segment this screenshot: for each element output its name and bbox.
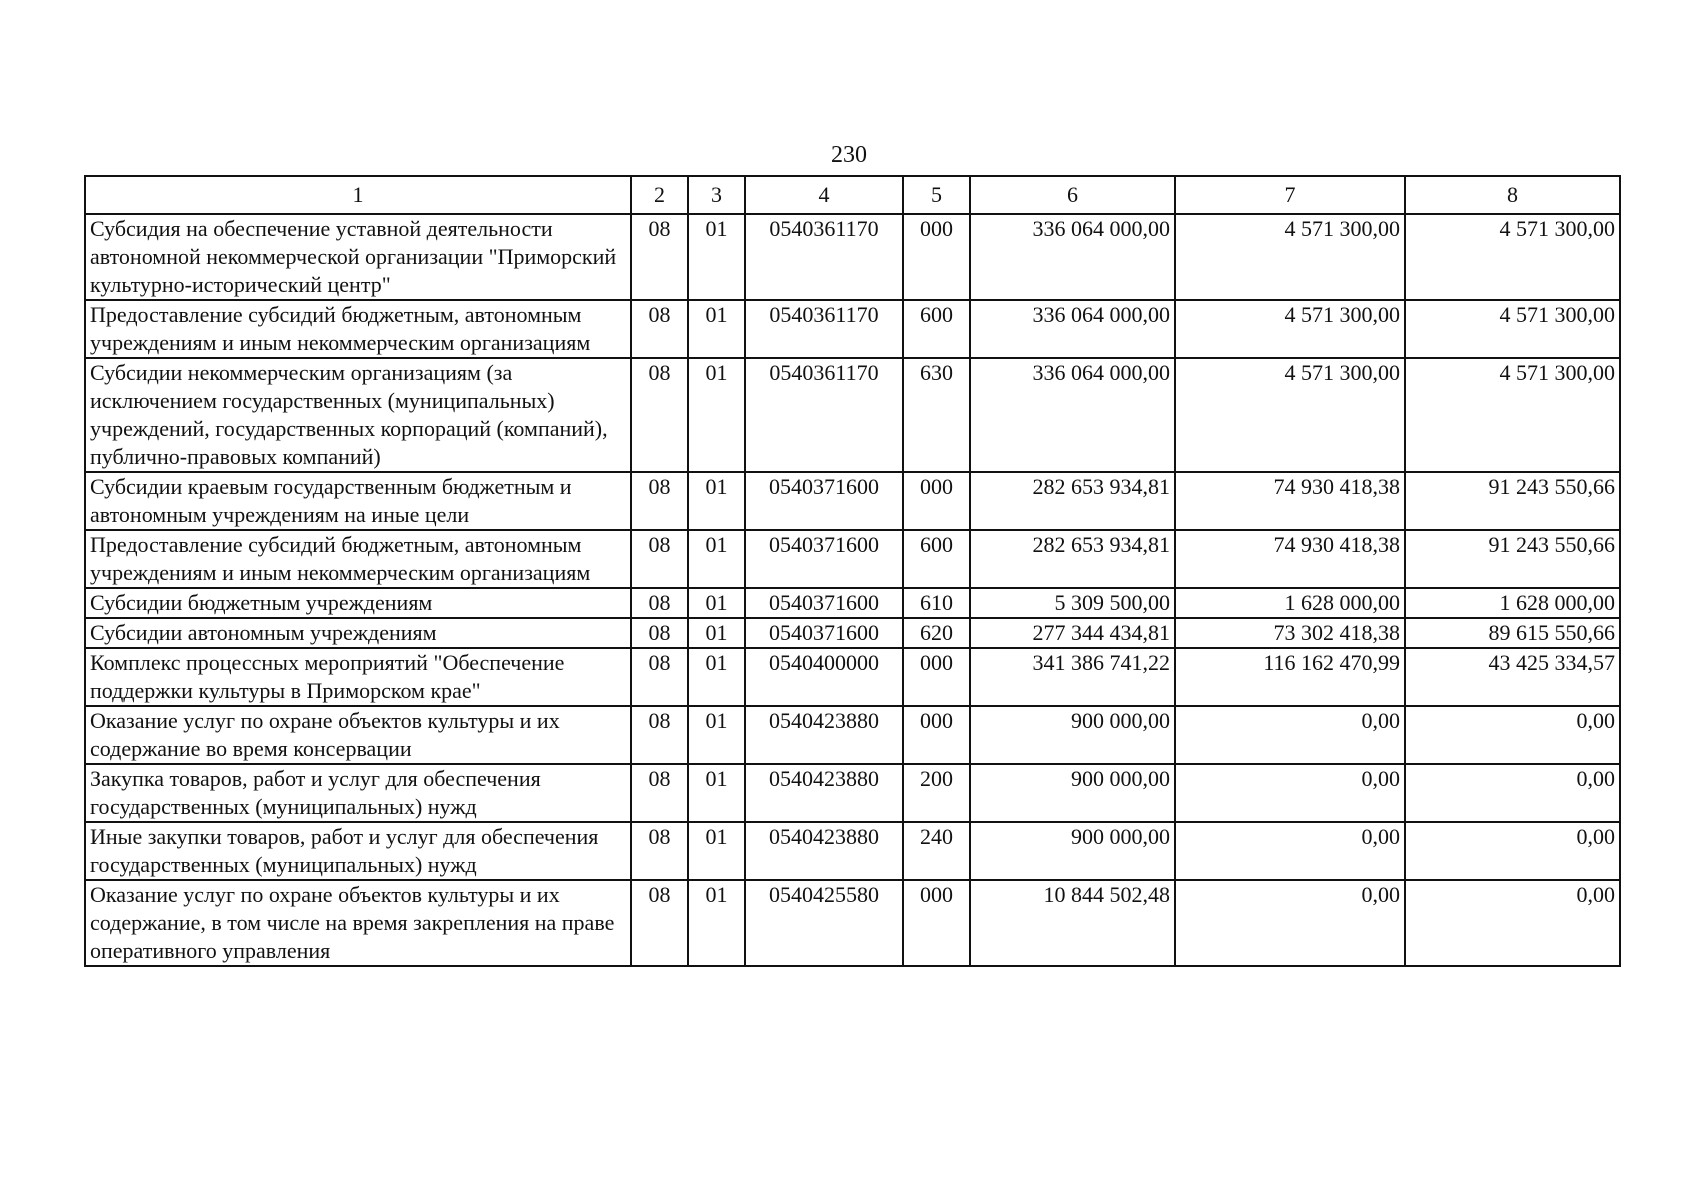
table-row <box>85 472 1620 530</box>
subsection-code: 01 <box>688 472 745 530</box>
expense-type-code: 620 <box>903 618 970 648</box>
row-name: Субсидии некоммерческим организациям (за исключением государственных (муниципальных) учреждений, государственных корпораций (компаний), публично-правовых компаний) <box>85 358 631 472</box>
amount-col-7: 4 571 300,00 <box>1175 214 1405 300</box>
target-article-code: 0540371600 <box>745 588 903 618</box>
row-name: Субсидия на обеспечение уставной деятельности автономной некоммерческой организации "Приморский культурно-исторический центр" <box>85 214 631 300</box>
target-article-code: 0540371600 <box>745 618 903 648</box>
row-name: Иные закупки товаров, работ и услуг для обеспечения государственных (муниципальных) нужд <box>85 822 631 880</box>
amount-col-6: 900 000,00 <box>970 822 1175 880</box>
section-code: 08 <box>631 530 688 588</box>
expense-type-code: 200 <box>903 764 970 822</box>
amount-col-8: 43 425 334,57 <box>1405 648 1620 706</box>
expense-type-code: 610 <box>903 588 970 618</box>
table-row <box>85 358 1620 472</box>
amount-col-8: 1 628 000,00 <box>1405 588 1620 618</box>
target-article-code: 0540361170 <box>745 300 903 358</box>
amount-col-7: 0,00 <box>1175 880 1405 966</box>
table-row <box>85 706 1620 764</box>
amount-col-7: 4 571 300,00 <box>1175 300 1405 358</box>
amount-col-6: 5 309 500,00 <box>970 588 1175 618</box>
amount-col-7: 0,00 <box>1175 822 1405 880</box>
section-code: 08 <box>631 822 688 880</box>
row-name: Предоставление субсидий бюджетным, автономным учреждениям и иным некоммерческим организациям <box>85 300 631 358</box>
target-article-code: 0540400000 <box>745 648 903 706</box>
amount-col-6: 277 344 434,81 <box>970 618 1175 648</box>
subsection-code: 01 <box>688 618 745 648</box>
subsection-code: 01 <box>688 300 745 358</box>
subsection-code: 01 <box>688 648 745 706</box>
amount-col-8: 0,00 <box>1405 822 1620 880</box>
amount-col-6: 900 000,00 <box>970 706 1175 764</box>
section-code: 08 <box>631 706 688 764</box>
expense-type-code: 000 <box>903 648 970 706</box>
section-code: 08 <box>631 618 688 648</box>
amount-col-6: 282 653 934,81 <box>970 472 1175 530</box>
row-name: Субсидии автономным учреждениям <box>85 618 631 648</box>
row-name: Закупка товаров, работ и услуг для обеспечения государственных (муниципальных) нужд <box>85 764 631 822</box>
section-code: 08 <box>631 880 688 966</box>
table-row <box>85 300 1620 358</box>
amount-col-6: 282 653 934,81 <box>970 530 1175 588</box>
page-number: 230 <box>831 142 867 168</box>
section-code: 08 <box>631 588 688 618</box>
amount-col-7: 4 571 300,00 <box>1175 358 1405 472</box>
amount-col-7: 0,00 <box>1175 764 1405 822</box>
table-row <box>85 648 1620 706</box>
subsection-code: 01 <box>688 764 745 822</box>
table-row <box>85 880 1620 966</box>
table-row <box>85 618 1620 648</box>
amount-col-8: 0,00 <box>1405 764 1620 822</box>
column-header: 6 <box>970 176 1175 214</box>
subsection-code: 01 <box>688 214 745 300</box>
table-row <box>85 822 1620 880</box>
table-header <box>85 176 1620 214</box>
row-name: Оказание услуг по охране объектов культуры и их содержание, в том числе на время закрепления на праве оперативного управления <box>85 880 631 966</box>
subsection-code: 01 <box>688 588 745 618</box>
section-code: 08 <box>631 764 688 822</box>
amount-col-7: 1 628 000,00 <box>1175 588 1405 618</box>
table-row <box>85 764 1620 822</box>
expense-type-code: 000 <box>903 880 970 966</box>
section-code: 08 <box>631 300 688 358</box>
expense-type-code: 000 <box>903 706 970 764</box>
column-header: 4 <box>745 176 903 214</box>
budget-table <box>84 175 1621 967</box>
section-code: 08 <box>631 358 688 472</box>
amount-col-8: 4 571 300,00 <box>1405 358 1620 472</box>
expense-type-code: 600 <box>903 530 970 588</box>
table-row <box>85 588 1620 618</box>
amount-col-7: 74 930 418,38 <box>1175 530 1405 588</box>
expense-type-code: 630 <box>903 358 970 472</box>
subsection-code: 01 <box>688 358 745 472</box>
target-article-code: 0540423880 <box>745 822 903 880</box>
amount-col-6: 336 064 000,00 <box>970 358 1175 472</box>
subsection-code: 01 <box>688 706 745 764</box>
amount-col-6: 341 386 741,22 <box>970 648 1175 706</box>
amount-col-6: 336 064 000,00 <box>970 214 1175 300</box>
column-header: 1 <box>85 176 631 214</box>
row-name: Предоставление субсидий бюджетным, автономным учреждениям и иным некоммерческим организациям <box>85 530 631 588</box>
target-article-code: 0540361170 <box>745 214 903 300</box>
expense-type-code: 600 <box>903 300 970 358</box>
section-code: 08 <box>631 214 688 300</box>
amount-col-7: 73 302 418,38 <box>1175 618 1405 648</box>
row-name: Комплекс процессных мероприятий "Обеспечение поддержки культуры в Приморском крае" <box>85 648 631 706</box>
amount-col-7: 0,00 <box>1175 706 1405 764</box>
row-name: Оказание услуг по охране объектов культуры и их содержание во время консервации <box>85 706 631 764</box>
table-row <box>85 214 1620 300</box>
table-body <box>85 214 1620 966</box>
amount-col-8: 0,00 <box>1405 880 1620 966</box>
target-article-code: 0540423880 <box>745 706 903 764</box>
amount-col-8: 91 243 550,66 <box>1405 530 1620 588</box>
section-code: 08 <box>631 648 688 706</box>
target-article-code: 0540425580 <box>745 880 903 966</box>
amount-col-6: 10 844 502,48 <box>970 880 1175 966</box>
section-code: 08 <box>631 472 688 530</box>
amount-col-6: 900 000,00 <box>970 764 1175 822</box>
subsection-code: 01 <box>688 530 745 588</box>
column-header: 7 <box>1175 176 1405 214</box>
header-row <box>85 176 1620 214</box>
row-name: Субсидии бюджетным учреждениям <box>85 588 631 618</box>
expense-type-code: 240 <box>903 822 970 880</box>
target-article-code: 0540371600 <box>745 530 903 588</box>
expense-type-code: 000 <box>903 472 970 530</box>
subsection-code: 01 <box>688 880 745 966</box>
column-header: 3 <box>688 176 745 214</box>
amount-col-8: 4 571 300,00 <box>1405 300 1620 358</box>
amount-col-6: 336 064 000,00 <box>970 300 1175 358</box>
table-row <box>85 530 1620 588</box>
amount-col-8: 4 571 300,00 <box>1405 214 1620 300</box>
column-header: 5 <box>903 176 970 214</box>
row-name: Субсидии краевым государственным бюджетным и автономным учреждениям на иные цели <box>85 472 631 530</box>
target-article-code: 0540371600 <box>745 472 903 530</box>
target-article-code: 0540361170 <box>745 358 903 472</box>
column-header: 8 <box>1405 176 1620 214</box>
expense-type-code: 000 <box>903 214 970 300</box>
subsection-code: 01 <box>688 822 745 880</box>
amount-col-8: 91 243 550,66 <box>1405 472 1620 530</box>
target-article-code: 0540423880 <box>745 764 903 822</box>
amount-col-7: 74 930 418,38 <box>1175 472 1405 530</box>
column-header: 2 <box>631 176 688 214</box>
amount-col-7: 116 162 470,99 <box>1175 648 1405 706</box>
amount-col-8: 89 615 550,66 <box>1405 618 1620 648</box>
amount-col-8: 0,00 <box>1405 706 1620 764</box>
